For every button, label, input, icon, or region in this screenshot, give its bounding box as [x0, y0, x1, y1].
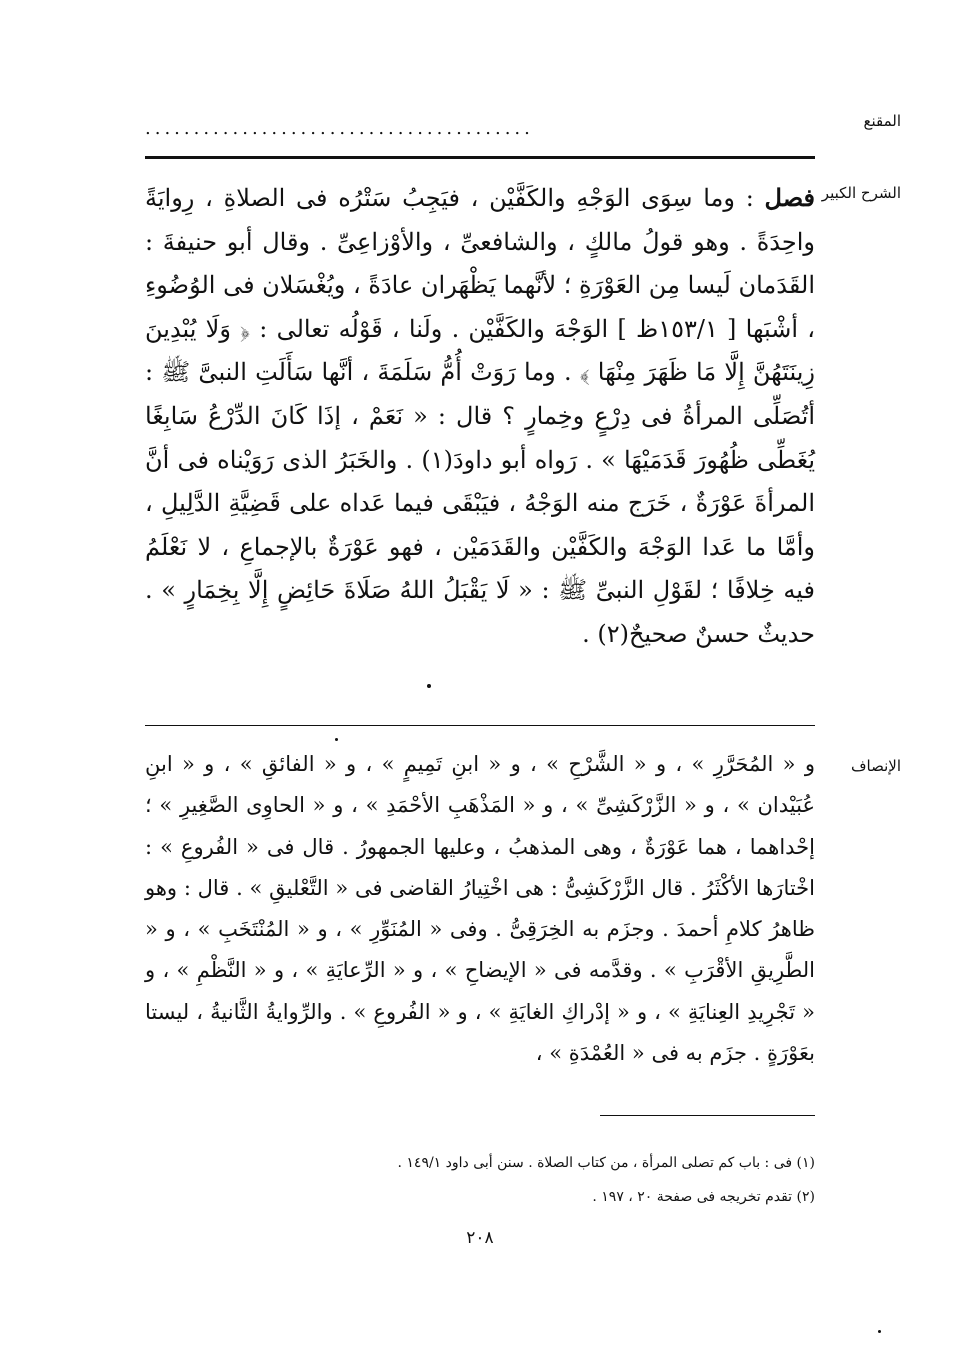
main-commentary-text: [145, 176, 815, 657]
page-number: ٢٠٨: [466, 1228, 494, 1248]
footnote-1: (١) فى : باب كم تصلى المرأة ، من كتاب الصلاة . سنن أبى داود ١٤٩/١ .: [397, 1155, 815, 1171]
footnote-divider: [600, 1115, 815, 1116]
header-section-label: المقنع: [863, 112, 901, 130]
chapter-lead-word: فصل: [764, 183, 815, 212]
header-divider: [145, 156, 815, 159]
ink-speck: [427, 684, 431, 688]
header-dotted-line: ........................................: [145, 118, 534, 138]
insaf-text: و « المُحَرَّرِ » ، و « الشَّرْحِ » ، و « ابنِ تَمِيمٍ » ، و « الفائقِ » ، و « ابنِ عُبَيْدان » ، و « الزَّرْكَشِىِّ » ، و « المَذْهَبِ الأحْمَدِ » ، و « الحاوِى الصَّغِيرِ » ؛ إحْداهما ، هما عَوْرَةٌ ، وهى المذهبُ ، وعليها الجمهورُ . قال فى « الفُروعِ » : اخْتارَها الأكْثَرُ . قال الزَّرْكَشِىُّ : هى اخْتِيارُ القاضى فى « التَّعْليقِ » . قال : وهو ظاهرُ كلامِ أحمدَ . وجزَم به الخِرَقِىُّ . وفى « المُنَوِّرِ » ، و « المُنْتَخَبِ » ، و « الطَّرِيقِ الأقْرَبِ » . وقدَّمه فى « الإيضاحِ » ، و « الرِّعايَةِ » ، و « النَّظْمِ » ، و « تَجْرِيدِ العِنايَةِ » ، و « إدْراكِ الغايَةِ » ، و « الفُروعِ » . والرِّوايةُ الثَّانيةُ ، ليستا بعَوْرَةٍ . جزَم به فى « العُمْدَةِ » ،: [145, 752, 815, 1066]
ink-speck: [878, 1330, 881, 1333]
main-body: : وما سِوَى الوَجْهِ والكَفَّيْن ، فيَجِبُ سَتْرُه فى الصلاةِ ، رِوايَةً واحِدَةً . وهو قولُ مالكٍ ، والشافعىِّ ، والأوْزاعِىِّ . وقال أبو حنيفةَ : القَدَمان لَيسا مِن العَوْرَةِ ؛ لأنَّهما يَظْهَران عادَةً ، ويُغْسَلان فى الوُضُوءِ ، أشْبَها [ ١٥٣/١ظ ] الوَجْهَ والكَفَّيْن . ولَنا ، قَوْلُه تعالى : ﴿ وَلَا يُبْدِينَ زِينَتَهُنَّ إِلَّا مَا ظَهَرَ مِنْهَا ﴾ . وما رَوَتْ أُمُّ سَلَمَةَ ، أنَّها سَأَلَتِ النبىَّ ﷺ : أتُصَلِّى المرأةُ فى دِرْعٍ وخِمارٍ ؟ قال : « نَعَمْ ، إذَا كَانَ الدِّرْعُ سَابِغًا يُغَطِّى ظُهُورَ قَدَمَيْهَا » . رَواه أبو داودَ(١) . والخَبَرُ الذى رَوَيْناه فى أنَّ المرأةَ عَوْرَةٌ ، خَرَج منه الوَجْهُ ، فيَبْقَى فيما عَداه على قَضِيَّةِ الدَّلِيلِ ، وأمَّا ما عَدا الوَجْهَ والكَفَّيْن والقَدَمَيْن ، فهو عَوْرَةٌ بالإجماعِ ، لا نَعْلَمُ فيه خِلافًا ؛ لقَوْلِ النبىِّ ﷺ : « لَا يَقْبَلُ اللهُ صَلَاةَ حَائِضٍ إِلَّا بِخِمَارٍ » . حديثٌ حسنٌ صحيحٌ(٢) .: [145, 184, 815, 648]
section-divider: [145, 725, 815, 726]
footnotes: [170, 1146, 815, 1214]
ink-speck: [335, 738, 338, 741]
insaf-section-label: الإنصاف: [850, 757, 901, 775]
footnote-2: (٢) تقدم تخريجه فى صفحة ٢٠ ، ١٩٧ .: [592, 1189, 815, 1205]
main-section-label: الشرح الكبير: [821, 184, 901, 202]
